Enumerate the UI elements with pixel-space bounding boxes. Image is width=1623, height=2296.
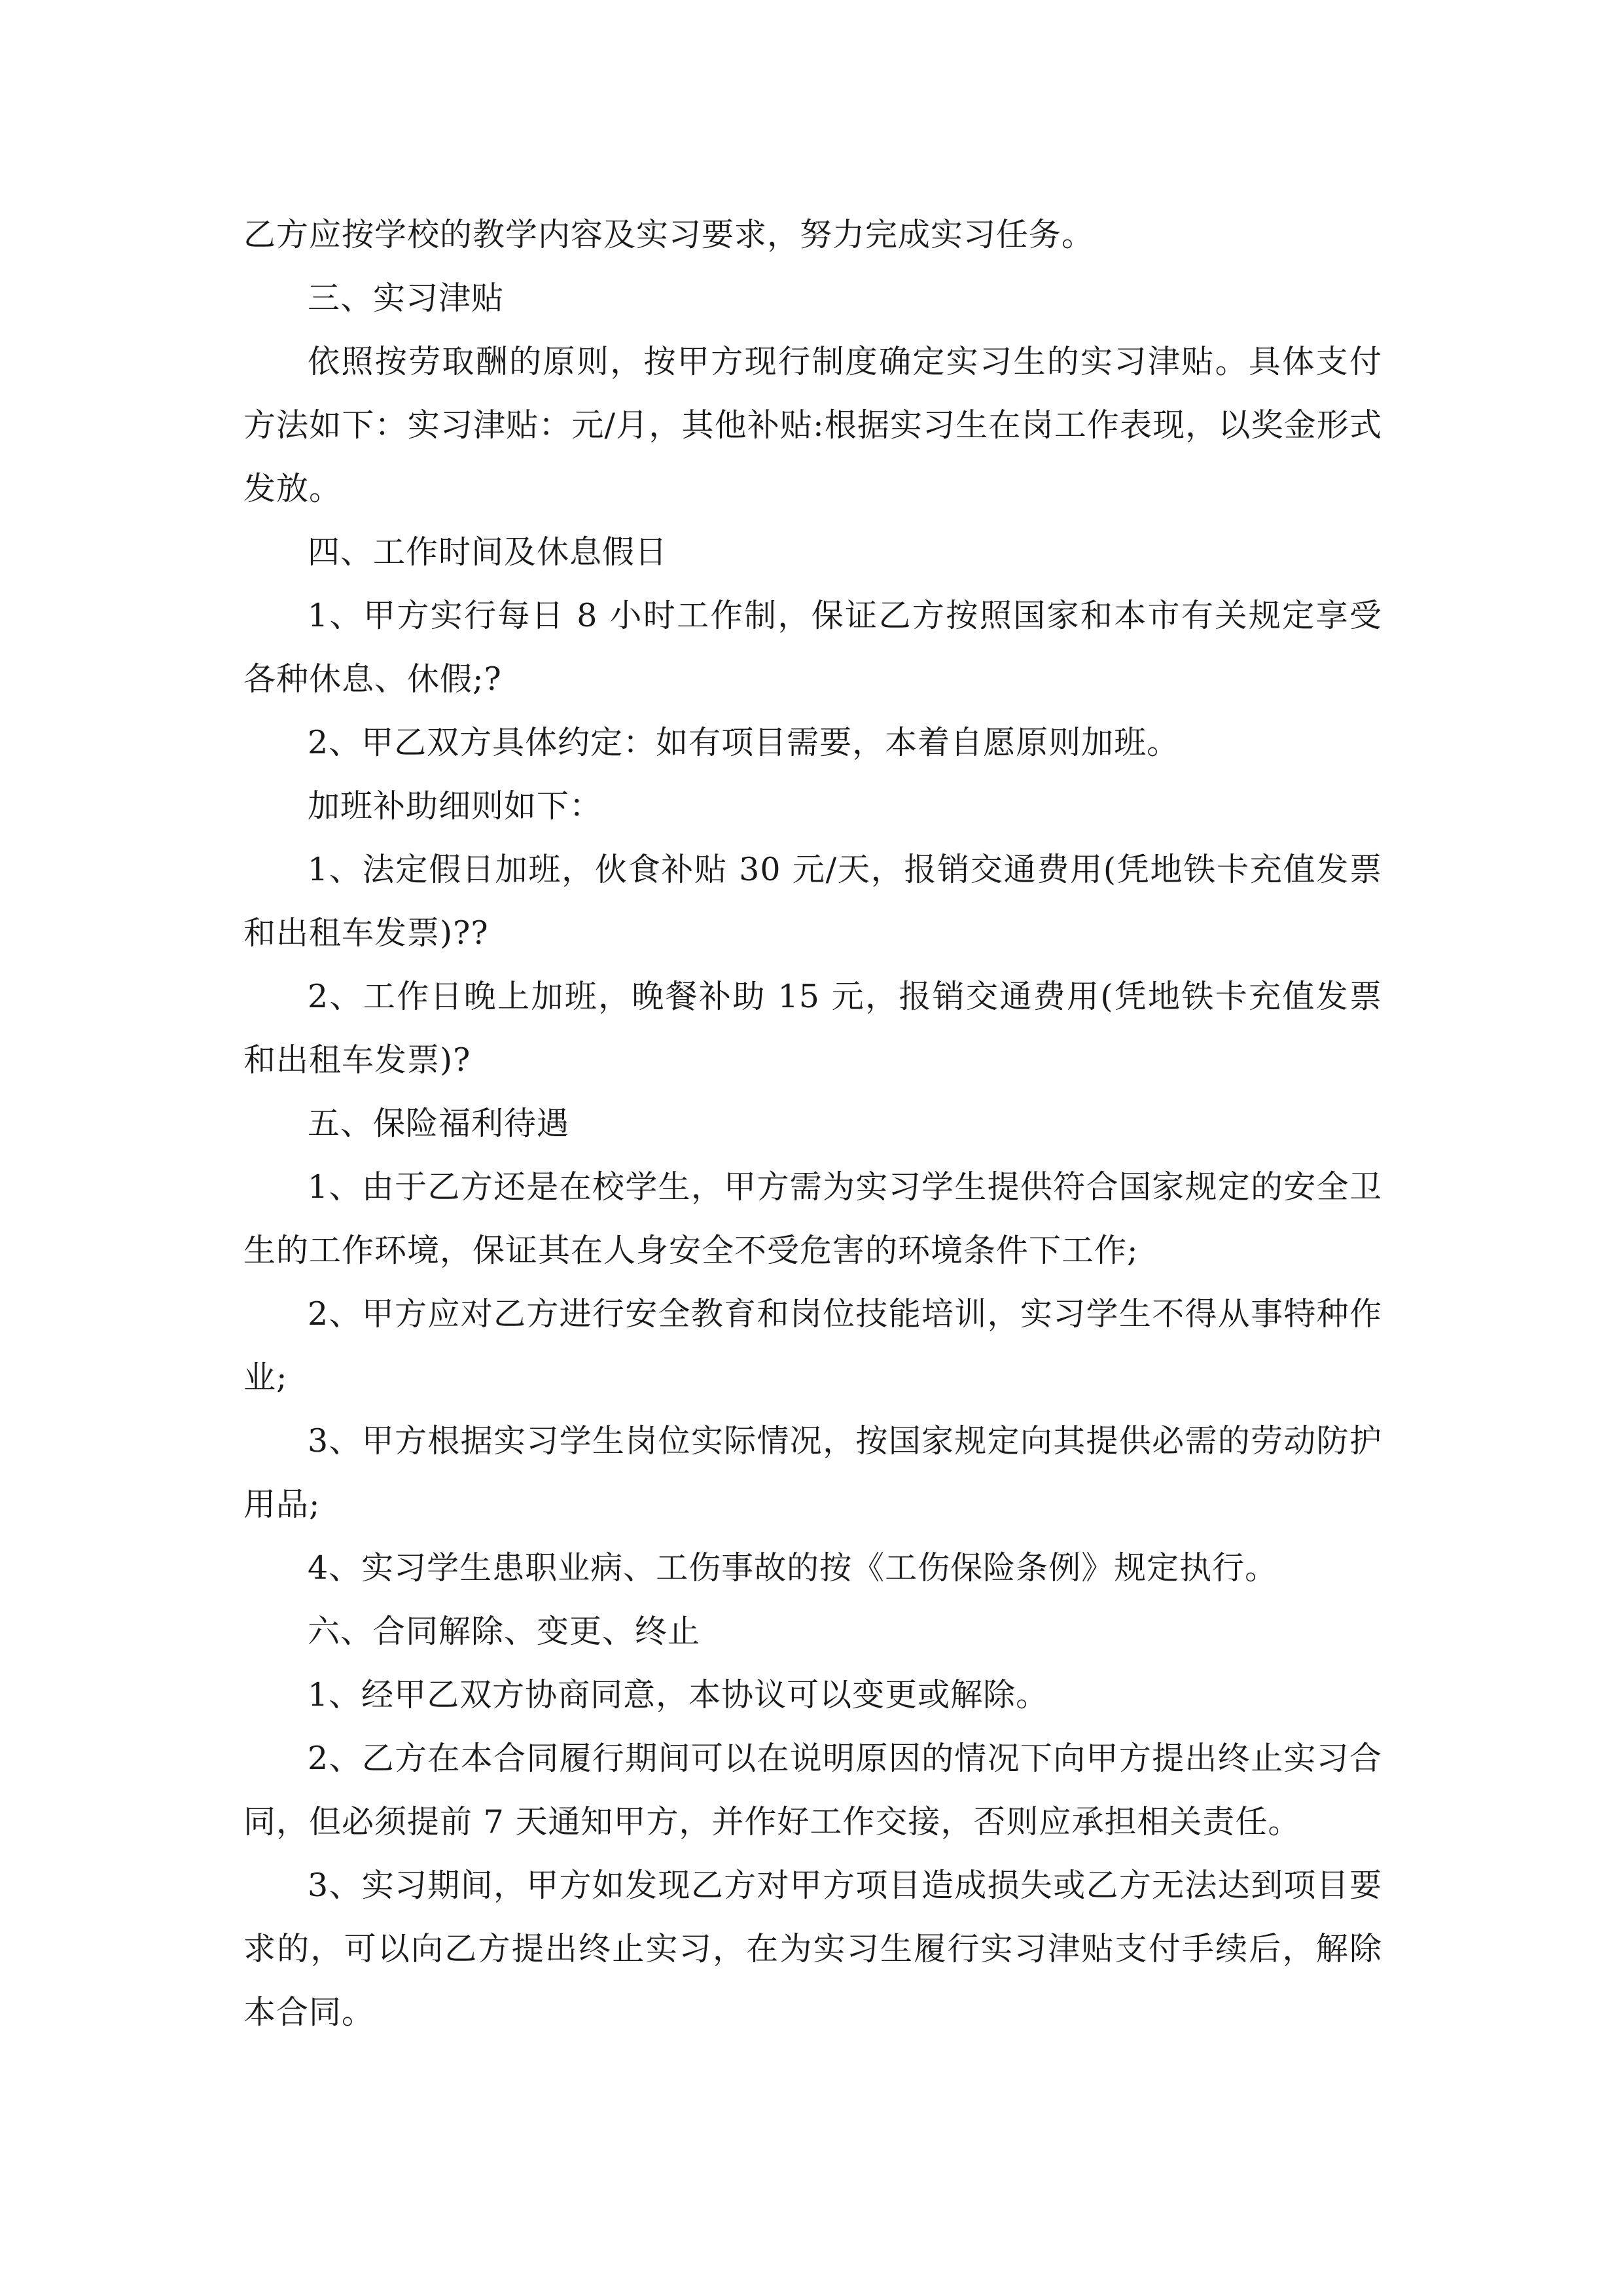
paragraph-6: 加班补助细则如下： — [308, 787, 603, 825]
paragraph-8: 2、工作日晚上加班，晚餐补助 15 元，报销交通费用(凭地铁卡充值发票和出租车发票)? — [243, 978, 1382, 1079]
section-heading-6: 六、合同解除、变更、终止 — [308, 1613, 701, 1650]
section-heading-5: 五、保险福利待遇 — [308, 1105, 570, 1142]
paragraph-16: 2、乙方在本合同履行期间可以在说明原因的情况下向甲方提出终止实习合同，但必须提前 7 天通知甲方，并作好工作交接，否则应承担相关责任。 — [243, 1740, 1382, 1840]
paragraph-7: 1、法定假日加班，伙食补贴 30 元/天，报销交通费用(凭地铁卡充值发票和出租车发票)?? — [243, 851, 1382, 952]
paragraph-5: 2、甲乙双方具体约定：如有项目需要，本着自愿原则加班。 — [308, 724, 1180, 761]
paragraph-15: 1、经甲乙双方协商同意，本协议可以变更或解除。 — [308, 1676, 1049, 1713]
paragraph-4: 1、甲方实行每日 8 小时工作制，保证乙方按照国家和本市有关规定享受各种休息、休假;? — [243, 597, 1382, 698]
paragraph-2: 依照按劳取酬的原则，按甲方现行制度确定实习生的实习津贴。具体支付方法如下：实习津贴：元/月，其他补贴:根据实习生在岗工作表现，以奖金形式发放。 — [243, 343, 1382, 507]
paragraph-17: 3、实习期间，甲方如发现乙方对甲方项目造成损失或乙方无法达到项目要求的，可以向乙方提出终止实习，在为实习生履行实习津贴支付手续后，解除本合同。 — [243, 1867, 1382, 2031]
paragraph-10: 1、由于乙方还是在校学生，甲方需为实习学生提供符合国家规定的安全卫生的工作环境，保证其在人身安全不受危害的环境条件下工作; — [243, 1168, 1382, 1269]
section-heading-3: 三、实习津贴 — [308, 279, 505, 317]
document-body — [243, 203, 1382, 2044]
paragraph-0: 乙方应按学校的教学内容及实习要求，努力完成实习任务。 — [243, 216, 1095, 253]
paragraph-13: 4、实习学生患职业病、工伤事故的按《工伤保险条例》规定执行。 — [308, 1549, 1278, 1587]
section-heading-4: 四、工作时间及休息假日 — [308, 533, 668, 571]
paragraph-12: 3、甲方根据实习学生岗位实际情况，按国家规定向其提供必需的劳动防护用品; — [243, 1422, 1382, 1523]
paragraph-11: 2、甲方应对乙方进行安全教育和岗位技能培训，实习学生不得从事特种作业; — [243, 1295, 1382, 1396]
